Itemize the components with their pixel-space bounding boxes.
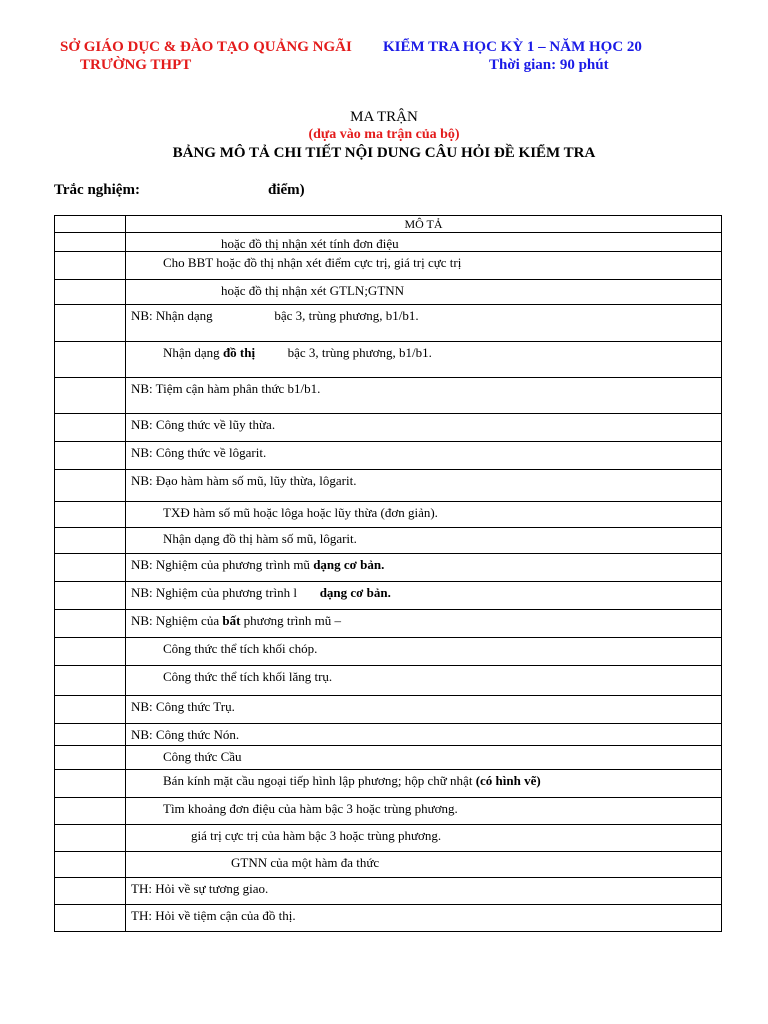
row-description-cell (126, 414, 722, 442)
table-row (55, 852, 722, 878)
row-description-cell (126, 528, 722, 554)
row-description-cell (126, 666, 722, 696)
description-text: TH: Hỏi về sự tương giao. (131, 881, 269, 896)
table-row (55, 582, 722, 610)
row-label-cell (55, 746, 126, 770)
row-label-cell (55, 798, 126, 825)
school-name: TRƯỜNG THPT (80, 57, 192, 73)
row-label-cell (55, 905, 126, 932)
description-text: hoặc đồ thị nhận xét GTLN;GTNN (221, 283, 405, 298)
description-text: Tìm khoảng đơn điệu của hàm bậc 3 hoặc trùng phương. (163, 801, 458, 816)
table-row (55, 502, 722, 528)
table-row (55, 666, 722, 696)
row-label-cell (55, 770, 126, 798)
row-description-cell (126, 746, 722, 770)
row-label-cell (55, 696, 126, 724)
matrix-basis-note: (dựa vào ma trận của bộ) (308, 127, 460, 142)
row-description-cell (126, 280, 722, 305)
description-text: NB: Nghiệm của phương trình l (131, 585, 320, 600)
matrix-title: MA TRẬN (350, 109, 418, 125)
description-text: giá trị cực trị của hàm bậc 3 hoặc trùng phương. (191, 828, 442, 843)
table-row (55, 378, 722, 414)
description-text: NB: Nhận dạng bậc 3, trùng phương, b1/b1. (131, 308, 419, 323)
row-description-cell (126, 378, 722, 414)
table-row (55, 746, 722, 770)
description-text: NB: Công thức về lũy thừa. (131, 417, 276, 432)
description-text: NB: Tiệm cận hàm phân thức b1/b1. (131, 381, 321, 396)
description-text: Công thức Cầu (163, 749, 242, 764)
description-text: bậc 3, trùng phương, b1/b1. (255, 345, 432, 360)
table-row (55, 610, 722, 638)
row-description-cell (126, 554, 722, 582)
row-description-cell (126, 638, 722, 666)
row-label-cell (55, 252, 126, 280)
row-description-cell (126, 342, 722, 378)
row-description-cell (126, 770, 722, 798)
row-label-cell (55, 470, 126, 502)
row-label-cell (55, 342, 126, 378)
table-row (55, 770, 722, 798)
exam-title: KIỂM TRA HỌC KỲ 1 – NĂM HỌC 20 (383, 39, 642, 55)
description-table-title: BẢNG MÔ TẢ CHI TIẾT NỘI DUNG CÂU HỎI ĐỀ KIỂM TRA (172, 145, 596, 161)
description-bold-text: dạng cơ bản. (313, 557, 385, 572)
row-description-cell (126, 878, 722, 905)
row-label-cell (55, 878, 126, 905)
table-row (55, 414, 722, 442)
row-label-cell (55, 305, 126, 342)
row-description-cell (126, 470, 722, 502)
row-label-cell (55, 233, 126, 252)
description-text: TH: Hỏi về tiệm cận của đồ thị. (131, 908, 296, 923)
row-label-cell (55, 502, 126, 528)
row-label-cell (55, 414, 126, 442)
row-description-cell (126, 502, 722, 528)
row-description-cell (126, 305, 722, 342)
description-table (54, 215, 722, 932)
description-bold-text: bất (222, 613, 241, 628)
description-text: phương trình mũ – (240, 613, 341, 628)
table-row (55, 342, 722, 378)
row-description-cell (126, 610, 722, 638)
row-label-cell (55, 554, 126, 582)
description-text: NB: Đạo hàm hàm số mũ, lũy thừa, lôgarit. (131, 473, 357, 488)
table-row (55, 252, 722, 280)
description-bold-text: dạng cơ bản. (319, 585, 391, 600)
row-description-cell (126, 696, 722, 724)
row-label-cell (55, 666, 126, 696)
row-description-cell (126, 852, 722, 878)
table-row (55, 305, 722, 342)
row-description-cell (126, 825, 722, 852)
description-text: Công thức thể tích khối lăng trụ. (163, 669, 333, 684)
table-row (55, 233, 722, 252)
table-row (55, 825, 722, 852)
description-text: NB: Công thức Nón. (131, 727, 240, 742)
description-text: Nhận dạng (163, 345, 223, 360)
description-text: Nhận dạng đồ thị hàm số mũ, lôgarit. (163, 531, 357, 546)
table-row (55, 470, 722, 502)
table-header-row (55, 216, 722, 233)
table-row (55, 878, 722, 905)
description-text: NB: Nghiệm của phương trình mũ (131, 557, 314, 572)
description-text: Bán kính mặt cầu ngoại tiếp hình lập phương; hộp chữ nhật (163, 773, 476, 788)
row-label-cell (55, 610, 126, 638)
description-text: hoặc đồ thị nhận xét tính đơn điệu (221, 236, 399, 251)
table-header-blank (55, 216, 126, 233)
description-text: GTNN của một hàm đa thức (231, 855, 380, 870)
row-label-cell (55, 582, 126, 610)
section-label: Trắc nghiệm: (54, 182, 140, 198)
row-label-cell (55, 280, 126, 305)
row-label-cell (55, 852, 126, 878)
row-label-cell (55, 442, 126, 470)
table-row (55, 442, 722, 470)
row-label-cell (55, 638, 126, 666)
table-row (55, 798, 722, 825)
description-text: TXĐ hàm số mũ hoặc lôga hoặc lũy thừa (đơn giản). (163, 505, 438, 520)
row-label-cell (55, 825, 126, 852)
description-text: Cho BBT hoặc đồ thị nhận xét điểm cực trị, giá trị cực trị (163, 255, 462, 270)
row-description-cell (126, 905, 722, 932)
table-row (55, 554, 722, 582)
table-row (55, 280, 722, 305)
table-row (55, 724, 722, 746)
table-row (55, 638, 722, 666)
description-text: NB: Công thức Trụ. (131, 699, 235, 714)
table-row (55, 696, 722, 724)
department-name: SỞ GIÁO DỤC & ĐÀO TẠO QUẢNG NGÃI (60, 39, 352, 55)
row-label-cell (55, 378, 126, 414)
row-label-cell (55, 528, 126, 554)
row-description-cell (126, 252, 722, 280)
row-label-cell (55, 724, 126, 746)
table-header-description: MÔ TẢ (126, 216, 722, 233)
row-description-cell (126, 582, 722, 610)
description-text: NB: Nghiệm của (131, 613, 223, 628)
row-description-cell (126, 442, 722, 470)
section-points: điểm) (268, 182, 305, 198)
table-row (55, 528, 722, 554)
exam-duration: Thời gian: 90 phút (489, 57, 609, 73)
description-bold-text: đồ thị (222, 345, 256, 360)
table-row (55, 905, 722, 932)
description-text: NB: Công thức về lôgarit. (131, 445, 267, 460)
row-description-cell (126, 724, 722, 746)
row-description-cell (126, 798, 722, 825)
description-text: Công thức thể tích khối chóp. (163, 641, 318, 656)
row-description-cell (126, 233, 722, 252)
description-bold-text: (có hình vẽ) (475, 773, 541, 788)
